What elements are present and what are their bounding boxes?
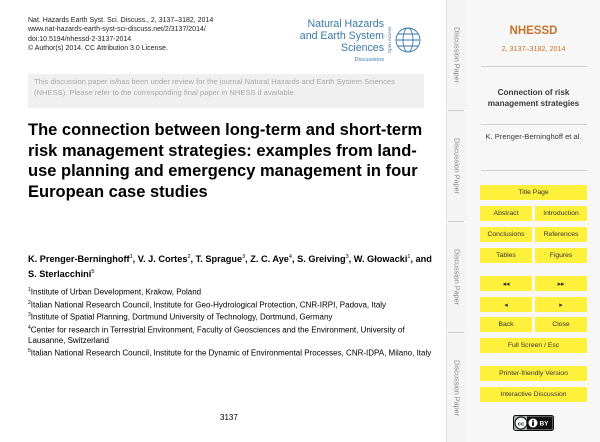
- journal-name: [300, 18, 384, 54]
- page-number: 3137: [220, 413, 238, 422]
- nav-divider: [481, 170, 587, 171]
- side-tab-discussion-paper: Discussion Paper: [446, 0, 467, 110]
- open-access-label: Open Access: [387, 26, 392, 54]
- author: K. Prenger-Berninghoff$^1$,: [28, 254, 138, 265]
- volume-info: 2, 3137–3182, 2014: [501, 44, 566, 53]
- first-page-button[interactable]: ◂◂: [480, 276, 532, 291]
- citation-license: © Author(s) 2014. CC Attribution 3.0 License.: [28, 45, 168, 53]
- author: V. J. Cortes$^2$,: [137, 254, 196, 265]
- short-title: Connection of risk management strategies: [487, 88, 580, 108]
- journal-logo: [268, 10, 428, 70]
- figures-button[interactable]: Figures: [535, 248, 587, 263]
- copernicus-globe-icon: [386, 16, 424, 62]
- tables-button[interactable]: Tables: [480, 248, 532, 263]
- citation-line: Nat. Hazards Earth Syst. Sci. Discuss., 2, 3137–3182, 2014: [28, 17, 214, 24]
- paper-title: The connection between long-term and short-term risk management strategies: examples from land-use planning and emergency management in four European case studies: [28, 121, 423, 201]
- review-notice: This discussion paper is/has been under review for the journal Natural Hazards and Earth System Sciences (NHESS). Please refer to the corresponding final paper in NHESS if available.: [28, 74, 424, 108]
- citation-url[interactable]: www.nat-hazards-earth-syst-sci-discuss.net/2/3137/2014/: [28, 26, 206, 34]
- conclusions-button[interactable]: Conclusions: [480, 227, 532, 242]
- last-page-button[interactable]: ▸▸: [535, 276, 587, 291]
- affiliation: $^2$Italian National Research Council, Institute for Geo-Hydrological Protection, CNR-IRPI, Padova, Italy: [28, 299, 387, 310]
- journal-name-line: and Earth System: [299, 30, 384, 42]
- journal-name-line: Sciences: [341, 42, 384, 54]
- previous-page-button[interactable]: ◂: [480, 297, 532, 312]
- side-tab-discussion-paper: Discussion Paper: [446, 333, 467, 442]
- navigation-panel: [467, 0, 600, 442]
- affiliation: $^3$Institute of Spatial Planning, Dortmund University of Technology, Dortmund, Germany: [28, 312, 333, 322]
- next-page-button[interactable]: ▸: [535, 297, 587, 312]
- title-page-button[interactable]: Title Page: [480, 185, 587, 200]
- journal-id: NHESSD: [509, 25, 558, 37]
- journal-subtitle: Discussions: [354, 57, 384, 63]
- affiliation: $^1$Institute of Urban Development, Krakow, Poland: [28, 287, 202, 297]
- introduction-button[interactable]: Introduction: [535, 206, 587, 221]
- author: Z. C. Aye$^4$,: [250, 254, 298, 265]
- citation-block: [28, 16, 213, 54]
- fullscreen-button[interactable]: Full Screen / Esc: [480, 338, 587, 353]
- cc-by-label: BY: [539, 420, 549, 428]
- citation-doi[interactable]: doi:10.5194/nhessd-2-3137-2014: [28, 35, 132, 43]
- author: T. Sprague$^3$,: [195, 254, 251, 265]
- nav-divider: [481, 66, 587, 67]
- affiliations: [28, 285, 438, 358]
- author: S. Sterlacchini$^5$: [28, 269, 95, 280]
- author-list: [28, 251, 438, 281]
- affiliation: $^4$Center for research in Terrestrial Environment, Faculty of Geosciences and the Environment, University of Lausanne, Switzerland: [28, 324, 405, 345]
- printer-friendly-button[interactable]: Printer-friendly Version: [480, 366, 587, 381]
- short-authors: K. Prenger-Berninghoff et al.: [485, 132, 582, 141]
- back-button[interactable]: Back: [480, 317, 532, 332]
- journal-name-line: Natural Hazards: [307, 18, 384, 30]
- author: S. Greiving$^3$,: [297, 254, 354, 265]
- cc-glyph: cc: [517, 421, 525, 428]
- creative-commons-license-icon[interactable]: [513, 415, 554, 431]
- author: W. Głowacki$^1$, and: [353, 254, 432, 265]
- close-button[interactable]: Close: [535, 317, 587, 332]
- interactive-discussion-button[interactable]: Interactive Discussion: [480, 387, 587, 402]
- references-button[interactable]: References: [535, 227, 587, 242]
- affiliation: $^5$Italian National Research Council, Institute for the Dynamic of Environmental Processes, CNR-IDPA, Milano, Italy: [28, 347, 432, 358]
- abstract-button[interactable]: Abstract: [480, 206, 532, 221]
- side-tab-discussion-paper: Discussion Paper: [446, 111, 467, 221]
- nav-divider: [481, 124, 587, 125]
- side-tab-discussion-paper: Discussion Paper: [446, 222, 467, 332]
